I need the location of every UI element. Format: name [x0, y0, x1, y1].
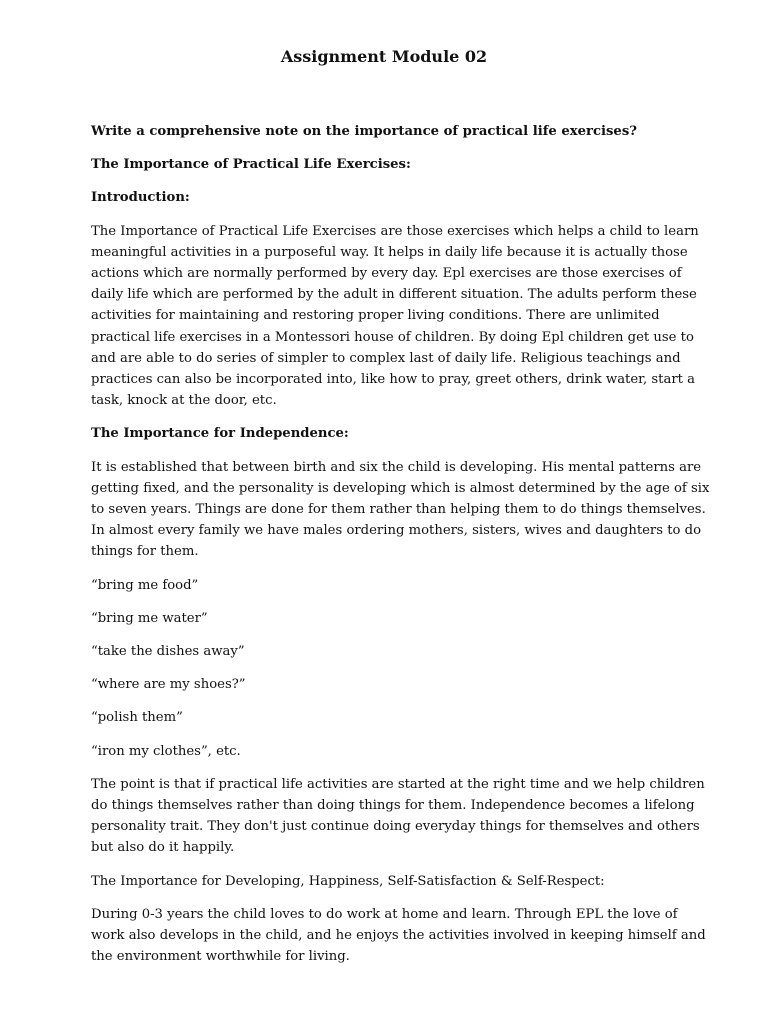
question-heading: Write a comprehensive note on the importance of practical life exercises?	[91, 124, 637, 139]
document-body	[91, 121, 710, 980]
paragraph-line: daily life which are performed by the adult in different situation. The adults perform these	[91, 287, 697, 303]
paragraph-line: and are able to do series of simpler to complex last of daily life. Religious teachings and	[91, 350, 681, 366]
independence-paragraph	[91, 457, 710, 563]
paragraph-line: personality trait. They don't just continue doing everyday things for themselves and others	[91, 819, 700, 835]
paragraph-line: In almost every family we have males ordering mothers, sisters, wives and daughters to do	[91, 523, 702, 539]
paragraph-line: The point is that if practical life activities are started at the right time and we help children	[91, 776, 705, 792]
paragraph-line: to seven years. Things are done for them rather than helping them to do things themselves.	[91, 502, 706, 518]
independence-heading: The Importance for Independence:	[91, 426, 349, 442]
paragraph-line: the environment worthwhile for living.	[91, 949, 350, 965]
introduction-heading: Introduction:	[91, 190, 190, 206]
paragraph-line: things for them.	[91, 544, 199, 560]
quote-line: “take the dishes away”	[91, 644, 245, 660]
paragraph-line: activities for maintaining and restoring proper living conditions. There are unlimited	[91, 308, 660, 324]
quote-line: “polish them”	[91, 710, 183, 726]
document-title: Assignment Module 02	[280, 47, 488, 66]
paragraph-line: work also develops in the child, and he enjoys the activities involved in keeping himself and	[91, 928, 706, 944]
introduction-paragraph	[91, 221, 699, 412]
point-paragraph	[91, 774, 705, 859]
paragraph-line: meaningful activities in a purposeful way. It helps in daily life because it is actually those	[91, 244, 688, 260]
paragraph-line: task, knock at the door, etc.	[91, 393, 277, 409]
quote-line: “bring me water”	[91, 610, 208, 626]
paragraph-line: During 0-3 years the child loves to do work at home and learn. Through EPL the love of	[91, 906, 678, 922]
paragraph-line: but also do it happily.	[91, 840, 235, 856]
developing-heading: The Importance for Developing, Happiness, Self-Satisfaction & Self-Respect:	[91, 873, 605, 889]
paragraph-line: It is established that between birth and six the child is developing. His mental patterns are	[91, 459, 702, 475]
paragraph-line: getting fixed, and the personality is developing which is almost determined by the age of six	[91, 480, 710, 496]
quote-line: “iron my clothes”, etc.	[91, 743, 241, 759]
paragraph-line: practices can also be incorporated into, like how to pray, greet others, drink water, start a	[91, 372, 695, 388]
paragraph-line: do things themselves rather than doing things for them. Independence becomes a lifelong	[91, 798, 695, 814]
developing-paragraph	[91, 904, 706, 968]
paragraph-line: actions which are normally performed by every day. Epl exercises are those exercises of	[91, 266, 682, 282]
paragraph-line: The Importance of Practical Life Exercises are those exercises which helps a child to learn	[91, 223, 699, 239]
quote-line: “where are my shoes?”	[91, 677, 246, 693]
main-heading: The Importance of Practical Life Exercises:	[91, 157, 411, 173]
paragraph-line: practical life exercises in a Montessori house of children. By doing Epl children get use to	[91, 329, 694, 345]
quote-line: “bring me food”	[91, 577, 199, 593]
